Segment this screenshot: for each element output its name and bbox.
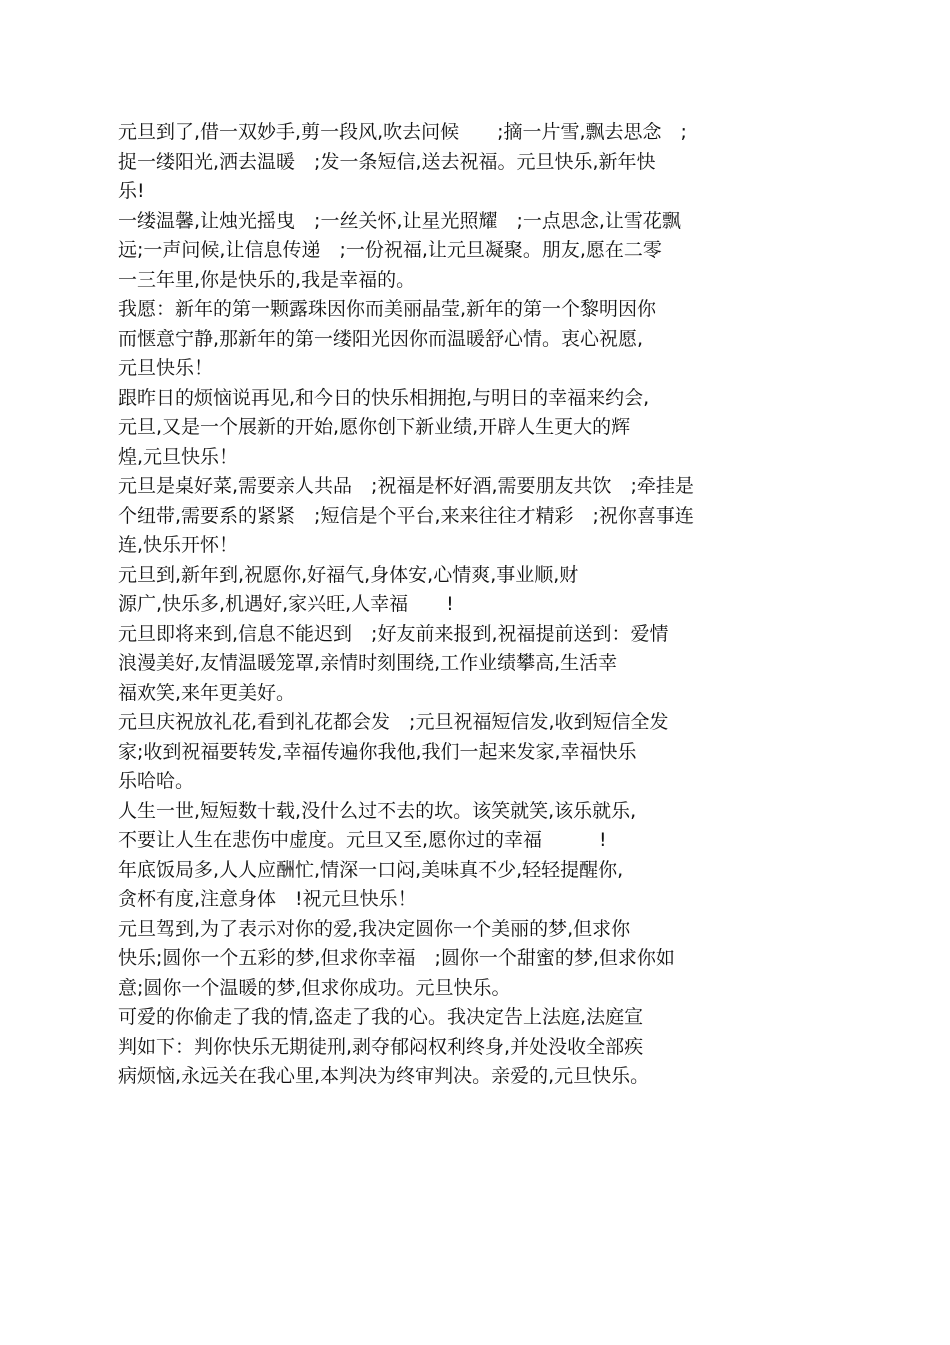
text-line: 可爱的你偷走了我的情,盗走了我的心。我决定告上法庭,法庭宣 — [118, 1006, 644, 1028]
text-line: 源广,快乐多,机遇好,家兴旺,人幸福 ! — [118, 593, 454, 615]
text-line: 判如下：判你快乐无期徒刑,剥夺郁闷权利终身,并处没收全部疾 — [118, 1035, 644, 1058]
text-line: 而惬意宁静,那新年的第一缕阳光因你而温暖舒心情。衷心祝愿, — [118, 327, 644, 350]
text-line: 一三年里,你是快乐的,我是幸福的。 — [118, 268, 416, 291]
text-line: 元旦快乐！ — [118, 357, 214, 379]
text-line: 个纽带,需要系的紧紧 ;短信是个平台,来来往往才精彩 ;祝你喜事连 — [118, 504, 694, 527]
text-line: 我愿：新年的第一颗露珠因你而美丽晶莹,新年的第一个黎明因你 — [118, 298, 657, 320]
text-line: 捉一缕阳光,洒去温暖 ;发一条短信,送去祝福。元旦快乐,新年快 — [118, 150, 656, 173]
text-line: 煌,元旦快乐！ — [118, 445, 239, 468]
text-line: 浪漫美好,友情温暖笼罩,亲情时刻围绕,工作业绩攀高,生活幸 — [118, 652, 618, 674]
text-line: 病烦恼,永远关在我心里,本判决为终审判决。亲爱的,元旦快乐。 — [118, 1065, 650, 1087]
text-line: 福欢笑,来年更美好。 — [118, 681, 296, 704]
text-line: 元旦驾到,为了表示对你的爱,我决定圆你一个美丽的梦,但求你 — [118, 917, 631, 940]
text-line: 年底饭局多,人人应酬忙,情深一口闷,美味真不少,轻轻提醒你, — [118, 858, 624, 881]
text-line: 元旦是桌好菜,需要亲人共品 ;祝福是杯好酒,需要朋友共饮 ;牵挂是 — [118, 475, 694, 497]
text-line: 连,快乐开怀！ — [118, 534, 239, 556]
text-line: 远;一声问候,让信息传递 ;一份祝福,让元旦凝聚。朋友,愿在二零 — [118, 239, 662, 261]
text-line: 人生一世,短短数十载,没什么过不去的坎。该笑就笑,该乐就乐, — [118, 799, 637, 822]
text-line: 乐! — [118, 180, 145, 202]
text-line: 不要让人生在悲伤中虚度。元旦又至,愿你过的幸福 ! — [118, 829, 607, 851]
text-line: 元旦即将来到,信息不能迟到 ;好友前来报到,祝福提前送到：爱情 — [118, 622, 669, 645]
text-line: 乐哈哈。 — [118, 770, 195, 792]
text-line: 元旦到了,借一双妙手,剪一段风,吹去问候 ;摘一片雪,飘去思念 ; — [118, 121, 687, 143]
text-line: 元旦,又是一个展新的开始,愿你创下新业绩,开辟人生更大的辉 — [118, 416, 631, 438]
text-line: 快乐;圆你一个五彩的梦,但求你幸福 ;圆你一个甜蜜的梦,但求你如 — [118, 947, 675, 969]
text-line: 元旦到,新年到,祝愿你,好福气,身体安,心情爽,事业顺,财 — [118, 563, 579, 586]
text-line: 元旦庆祝放礼花,看到礼花都会发 ;元旦祝福短信发,收到短信全发 — [118, 711, 669, 733]
text-line: 贪杯有度,注意身体 !祝元旦快乐！ — [118, 888, 417, 910]
text-line: 家;收到祝福要转发,幸福传遍你我他,我们一起来发家,幸福快乐 — [118, 740, 637, 763]
text-line: 一缕温馨,让烛光摇曳 ;一丝关怀,让星光照耀 ;一点思念,让雪花飘 — [118, 209, 681, 232]
text-line: 意;圆你一个温暖的梦,但求你成功。元旦快乐。 — [118, 976, 511, 999]
text-line: 跟昨日的烦恼说再见,和今日的快乐相拥抱,与明日的幸福来约会, — [118, 386, 650, 409]
document-body — [118, 118, 818, 1092]
